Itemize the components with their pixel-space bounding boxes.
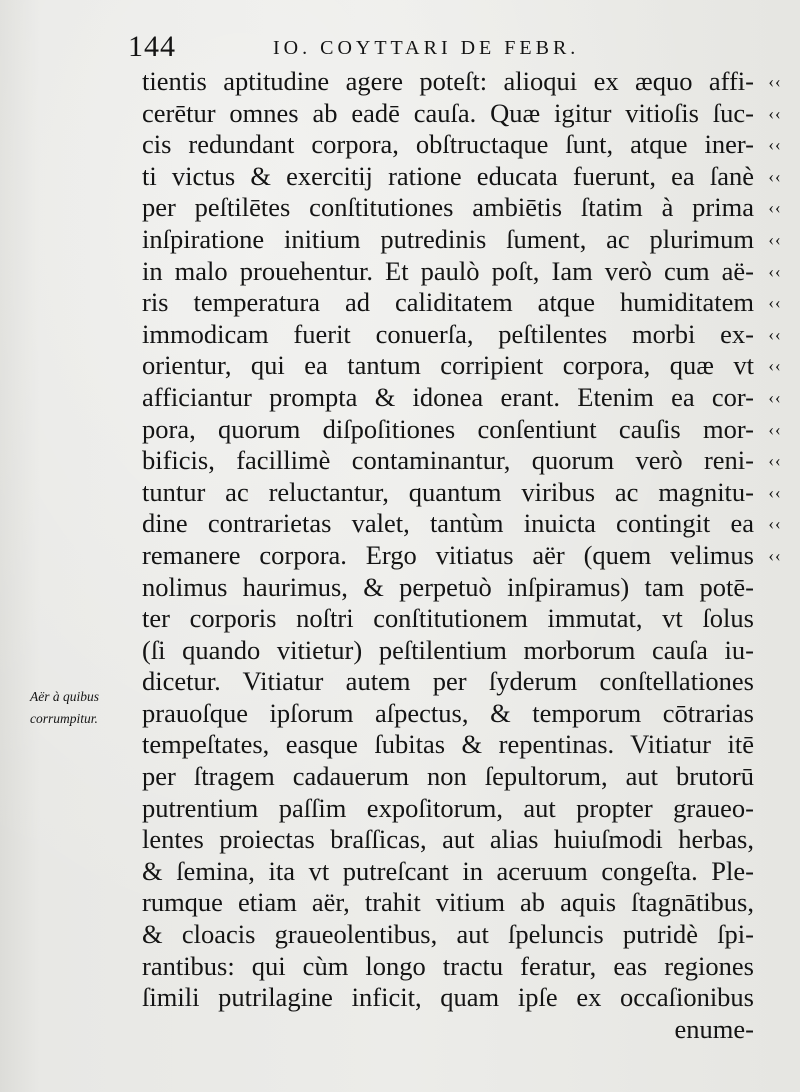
text-line: cerētur omnes ab eadē cauſa. Quæ igitur vitioſis ſuc- [142, 97, 754, 128]
text-line: inſpiratione initium putredinis ſument, ac plurimum [142, 223, 754, 254]
catchword: enume- [674, 1013, 754, 1044]
quote-mark: ‹‹ [768, 451, 782, 471]
text-line: per ſtragem cadauerum non ſepultorum, aut brutorū [142, 761, 754, 792]
text-line: remanere corpora. Ergo vitiatus aër (quem velimus [142, 539, 754, 570]
quote-mark: ‹‹ [768, 198, 782, 218]
text-line: prauoſque ipſorum aſpectus, & temporum cōtrarias [142, 697, 754, 728]
text-line: orientur, qui ea tantum corripient corpora, quæ vt [142, 350, 754, 381]
text-line: rantibus: qui cùm longo tractu feratur, eas regiones [142, 950, 754, 981]
body-text [142, 66, 754, 1045]
quote-mark: ‹‹ [768, 166, 782, 186]
quote-mark: ‹‹ [768, 387, 782, 407]
quote-mark: ‹‹ [768, 324, 782, 344]
margin-note-line: corrumpitur. [30, 711, 98, 726]
text-line: ti victus & exercitij ratione educata fuerunt, ea ſanè [142, 160, 754, 191]
text-line: dine contrarietas valet, tantùm inuicta contingit ea [142, 508, 754, 539]
margin-note [30, 686, 140, 730]
text-line: (ſi quando vitietur) peſtilentium morborum cauſa iu- [142, 634, 754, 665]
text-line: tempeſtates, easque ſubitas & repentinas. Vitiatur itē [142, 729, 754, 760]
text-line: cis redundant corpora, obſtructaque ſunt, atque iner- [142, 129, 754, 160]
text-line: per peſtilētes conſtitutiones ambiētis ſtatim à prima [142, 192, 754, 223]
text-line: ris temperatura ad caliditatem atque humiditatem [142, 287, 754, 318]
text-line: lentes proiectas braſſicas, aut alias huiuſmodi herbas, [142, 824, 754, 855]
quote-mark: ‹‹ [768, 103, 782, 123]
text-line: dicetur. Vitiatur autem per ſyderum conſtellationes [142, 666, 754, 697]
text-line: nolimus haurimus, & perpetuò inſpiramus) tam potē- [142, 571, 754, 602]
quote-mark: ‹‹ [768, 261, 782, 281]
quote-mark: ‹‹ [768, 135, 782, 155]
text-line: afficiantur prompta & idonea erant. Etenim ea cor- [142, 381, 754, 412]
text-line: putrentium paſſim expoſitorum, aut propter graueo- [142, 792, 754, 823]
margin-note-line: Aër à quibus [30, 689, 99, 704]
running-head: IO. COYTTARI DE FEBR. [273, 37, 580, 59]
quote-mark: ‹‹ [768, 293, 782, 313]
quotation-marks-column [758, 66, 792, 572]
text-line: pora, quorum diſpoſitiones conſentiunt cauſis mor- [142, 413, 754, 444]
quote-mark: ‹‹ [768, 356, 782, 376]
quote-mark: ‹‹ [768, 72, 782, 91]
quote-mark: ‹‹ [768, 482, 782, 502]
text-line: ſimili putrilagine inficit, quam ipſe ex occaſionibus [142, 982, 754, 1013]
text-line: bificis, facillimè contaminantur, quorum verò reni- [142, 445, 754, 476]
quote-mark: ‹‹ [768, 419, 782, 439]
text-line: rumque etiam aër, trahit vitium ab aquis ſtagnātibus, [142, 887, 754, 918]
page-number: 144 [128, 30, 176, 63]
text-line: tuntur ac reluctantur, quantum viribus ac magnitu- [142, 476, 754, 507]
page-header [128, 30, 648, 64]
text-line: & ſemina, ita vt putreſcant in aceruum congeſta. Ple- [142, 855, 754, 886]
text-line: & cloacis graueolentibus, aut ſpeluncis putridè ſpi- [142, 919, 754, 950]
show-through-shadow [8, 140, 11, 154]
text-line: immodicam fuerit conuerſa, peſtilentes morbi ex- [142, 318, 754, 349]
text-line: ter corporis noſtri conſtitutionem immutat, vt ſolus [142, 603, 754, 634]
quote-mark: ‹‹ [768, 229, 782, 249]
quote-mark: ‹‹ [768, 545, 782, 565]
text-line: in malo prouehentur. Et paulò poſt, Iam verò cum aë- [142, 255, 754, 286]
quote-mark: ‹‹ [768, 514, 782, 534]
text-line: tientis aptitudine agere poteſt: alioqui ex æquo affi- [142, 66, 754, 96]
